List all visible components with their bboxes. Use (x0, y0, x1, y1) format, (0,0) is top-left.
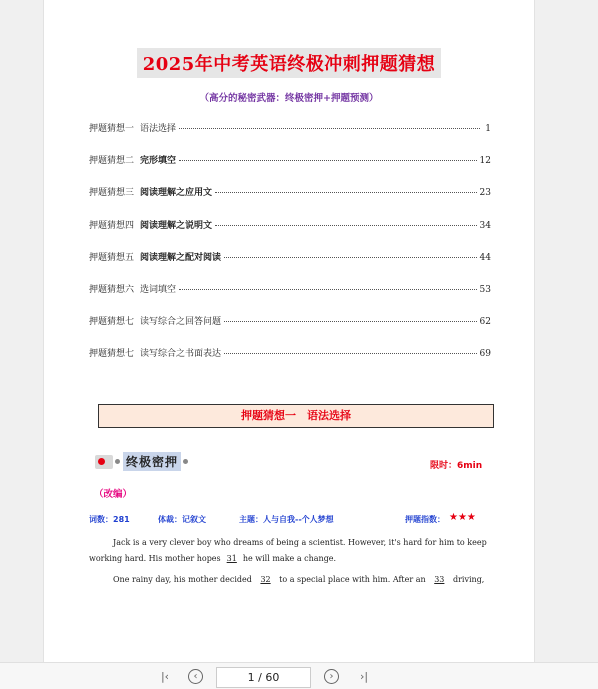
target-icon (95, 455, 113, 469)
toc-leader (224, 353, 477, 354)
toc-leader (224, 257, 477, 258)
toc-row[interactable] (89, 121, 491, 153)
toc-leader (179, 160, 477, 161)
toc-page-number: 23 (479, 188, 491, 199)
last-page-icon[interactable]: ›| (359, 670, 369, 683)
section-heading: 押题猜想一 语法选择 (98, 404, 494, 428)
toc-text: 选词填空 (140, 284, 177, 295)
toc-row[interactable] (89, 282, 491, 314)
toc-text: 阅读理解之配对阅读 (140, 252, 222, 263)
toc-leader (179, 128, 480, 129)
toc-text: 读写综合之回答问题 (140, 317, 222, 328)
toc-label: 押题猜想三 (89, 188, 135, 199)
toc-page-number: 12 (479, 156, 491, 167)
passage-text: to a special place with him. After an (279, 575, 426, 584)
toc-text: 阅读理解之说明文 (140, 220, 213, 231)
passage-text: Jack is a very clever boy who dreams of being a scientist. However, it's hard for him to keep working hard. His mother hopes (89, 538, 487, 563)
toc-row[interactable] (89, 314, 491, 346)
theme: 主题：人与自我--个人梦想 (239, 515, 334, 524)
page-indicator[interactable]: 1 / 60 (216, 667, 311, 688)
toc-text: 完形填空 (140, 156, 177, 167)
dot-icon (183, 459, 188, 464)
toc-text: 语法选择 (140, 124, 177, 134)
toc-page-number: 1 (485, 124, 491, 134)
difficulty-label: 押题指数： (405, 515, 445, 524)
toc-text: 阅读理解之应用文 (140, 188, 213, 199)
toc-row[interactable] (89, 185, 491, 217)
toc-row[interactable] (89, 218, 491, 250)
document-subtitle: （高分的秘密武器：终极密押+押题预测） (199, 93, 379, 104)
toc-page-number: 44 (479, 252, 491, 263)
document-title: 2025年中考英语终极冲刺押题猜想 (137, 48, 442, 78)
word-count: 词数：281 (89, 515, 130, 524)
toc-row[interactable] (89, 250, 491, 282)
toc-row[interactable] (89, 346, 491, 378)
toc-page-number: 53 (479, 284, 491, 295)
passage (89, 535, 491, 593)
toc-label: 押题猜想一 (89, 124, 135, 134)
toc-leader (224, 321, 477, 322)
genre: 体裁：记叙文 (158, 515, 206, 524)
passage-paragraph (89, 572, 491, 588)
badge-label: 终极密押 (123, 452, 181, 471)
document-page (43, 0, 535, 662)
difficulty-stars: ★★★ (449, 512, 476, 523)
toc-label: 押题猜想六 (89, 284, 135, 295)
final-badge (95, 452, 188, 471)
toc-label: 押题猜想七 (89, 349, 135, 360)
toc-label: 押题猜想四 (89, 220, 135, 231)
toc-page-number: 69 (479, 349, 491, 360)
title-wrap (44, 48, 534, 78)
toc-page-number: 34 (479, 220, 491, 231)
toc-label: 押题猜想五 (89, 252, 135, 263)
first-page-icon[interactable]: |‹ (160, 670, 170, 683)
table-of-contents (89, 121, 491, 379)
dot-icon (115, 459, 120, 464)
passage-text: One rainy day, his mother decided (113, 575, 252, 584)
toc-page-number: 62 (479, 317, 491, 328)
passage-text: he will make a change. (242, 554, 337, 563)
next-page-icon[interactable]: › (324, 669, 339, 684)
adapted-note: （改编） (94, 489, 133, 500)
blank-32: 32 (260, 575, 271, 584)
toc-leader (215, 225, 477, 226)
prev-page-icon[interactable]: ‹ (188, 669, 203, 684)
page-navigation-bar (0, 662, 598, 689)
toc-label: 押题猜想二 (89, 156, 135, 167)
blank-31: 31 (226, 554, 237, 563)
toc-leader (215, 192, 477, 193)
toc-row[interactable] (89, 153, 491, 185)
toc-text: 读写综合之书面表达 (140, 349, 222, 360)
passage-text: driving, (452, 575, 485, 584)
passage-paragraph (89, 535, 491, 567)
toc-label: 押题猜想七 (89, 317, 135, 328)
toc-leader (179, 289, 477, 290)
time-limit: 限时：6min (430, 461, 483, 471)
blank-33: 33 (434, 575, 445, 584)
